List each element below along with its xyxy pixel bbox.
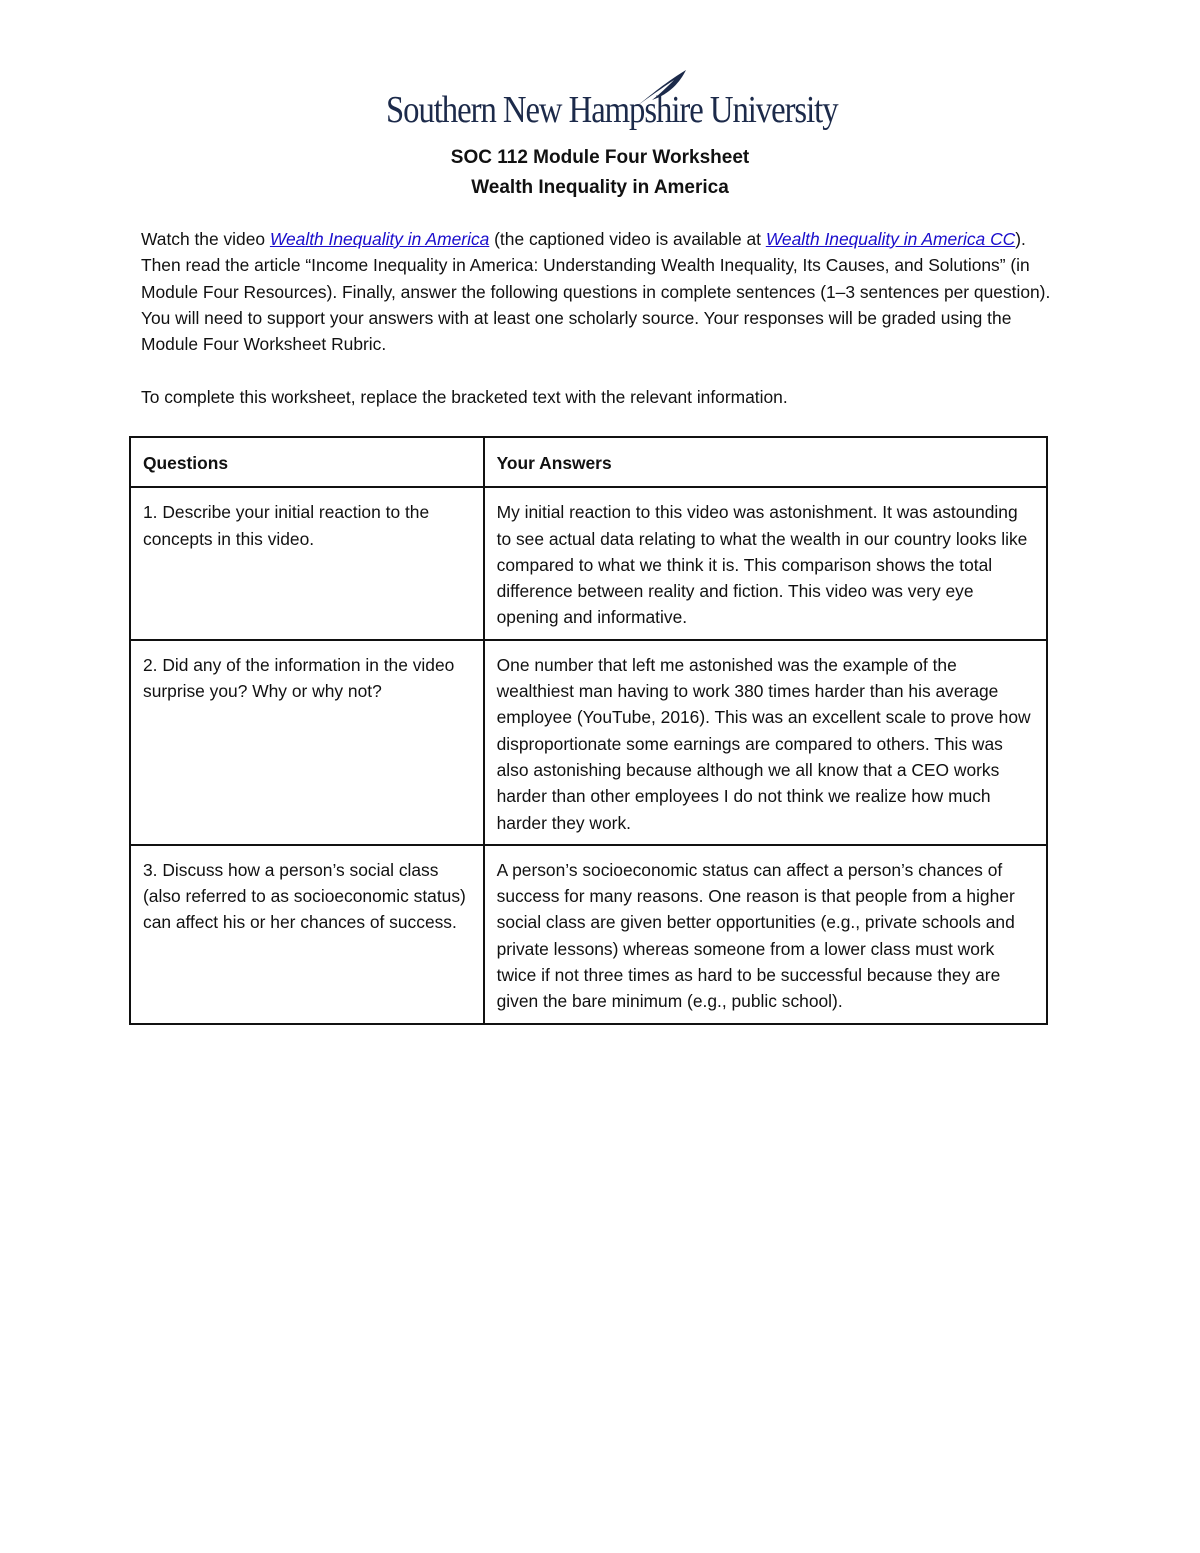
answer-cell[interactable]: One number that left me astonished was the example of the wealthiest man having to work 380 times harder than his average employee (YouTube, 2016). This was an excellent scale to prove how disproportionate some earnings are compared to others. This was also astonishing because although we all know that a CEO works harder than other employees I do not think we realize how much harder they work. [484,640,1047,845]
title-line-topic: Wealth Inequality in America [471,177,729,198]
intro-text-2: (the captioned video is available at [489,229,766,249]
table-row [130,640,1047,845]
answer-cell[interactable]: A person’s socioeconomic status can affect a person’s chances of success for many reasons. One reason is that people from a higher social class are given better opportunities (e.g., private schools and private lessons) whereas someone from a lower class must work twice if not three times as hard to be successful because they are given the bare minimum (e.g., public school). [484,845,1047,1024]
question-cell: 1. Describe your initial reaction to the concepts in this video. [130,487,484,639]
worksheet-title [0,143,1200,203]
header-questions: Questions [130,437,484,487]
intro-paragraph [141,226,1051,357]
table-row [130,845,1047,1024]
table-header-row [130,437,1047,487]
question-cell: 2. Did any of the information in the video surprise you? Why or why not? [130,640,484,845]
title-line-course: SOC 112 Module Four Worksheet [450,147,750,168]
answer-cell[interactable]: My initial reaction to this video was astonishment. It was astounding to see actual data relating to what the wealth in our country looks like compared to what we think it is. This comparison shows the total difference between reality and fiction. This video was very eye opening and informative. [484,487,1047,639]
university-logo [386,68,838,138]
intro-text-3: ). Then read the article “Income Inequality in America: Understanding Wealth Inequality, Its Causes, and Solutions” (in Module Four Resources). Finally, answer the following questions in complete sentences (1–3 sentences per question). You will need to support your answers with at least one scholarly source. Your responses will be graded using the Module Four Worksheet Rubric. [141,229,1051,355]
worksheet-table [129,436,1048,1025]
intro-text-1: Watch the video [141,229,270,249]
captioned-video-link[interactable]: Wealth Inequality in America CC [765,229,1016,249]
video-link[interactable]: Wealth Inequality in America [269,229,490,249]
table-row [130,487,1047,639]
instruction-paragraph: To complete this worksheet, replace the bracketed text with the relevant information. [141,387,788,407]
logo-wordmark: Southern New Hampshire University [386,89,838,131]
question-cell: 3. Discuss how a person’s social class (also referred to as socioeconomic status) can affect his or her chances of success. [130,845,484,1024]
header-answers: Your Answers [484,437,1047,487]
